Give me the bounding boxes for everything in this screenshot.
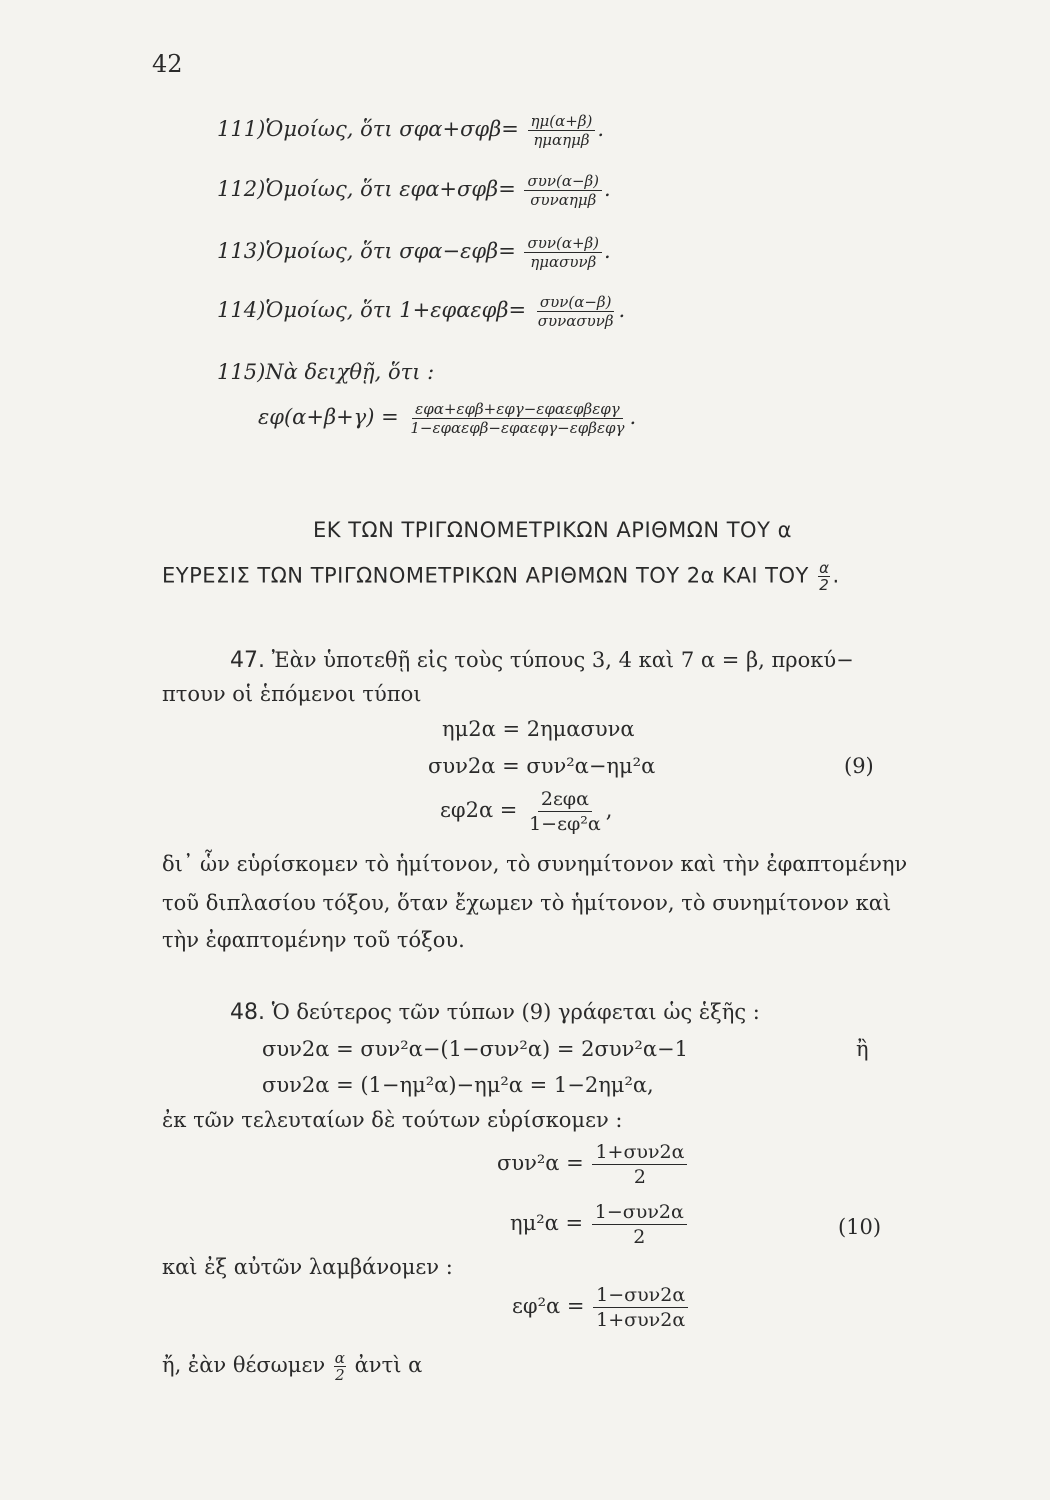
equation-lhs: εφ2α = [440, 798, 518, 822]
fraction [535, 293, 617, 330]
exercise-label: 112) [217, 177, 266, 201]
equation-marker-10: (10) [838, 1215, 882, 1239]
fraction [524, 234, 602, 271]
section-47-line-2: πτουν οἱ ἑπόμενοι τύποι [162, 682, 422, 706]
fraction [407, 400, 627, 437]
numerator: εφα+εφβ+εφγ−εφαεφβεφγ [412, 400, 623, 419]
denominator: 1−εφ²α [529, 813, 601, 835]
equation-cos2a-form-2: συν2α = (1−ημ²α)−ημ²α = 1−2ημ²α, [262, 1073, 654, 1097]
numerator: α [334, 1349, 345, 1367]
section-48-line-3: καὶ ἐξ αὐτῶν λαμβάνομεν : [162, 1255, 453, 1279]
fraction [526, 787, 604, 836]
exercise-label: 114) [217, 298, 266, 322]
section-48-line-1 [230, 1000, 760, 1025]
heading-fraction [818, 560, 830, 593]
exercise-113 [217, 234, 611, 271]
numerator: ημ(α+β) [528, 112, 596, 131]
equation-tan-squared [512, 1283, 690, 1332]
exercise-112 [217, 172, 611, 209]
section-number: 48. [230, 1000, 265, 1025]
numerator: 1+συν2α [592, 1140, 687, 1165]
exercise-text: Ὁμοίως, ὅτι 1+εφαεφβ= [265, 298, 527, 322]
numerator: συν(α−β) [537, 293, 615, 312]
page-number: 42 [152, 50, 183, 78]
fraction [334, 1350, 346, 1383]
equation-lhs: συν²α = [497, 1151, 584, 1175]
paragraph-text: Ὁ δεύτερος τῶν τύπων (9) γράφεται ὡς ἑξῆς : [271, 1000, 760, 1024]
heading-text: ΕΥΡΕΣΙΣ ΤΩΝ ΤΡΙΓΩΝΟΜΕΤΡΙΚΩΝ ΑΡΙΘΜΩΝ ΤΟΥ 2α ΚΑΙ ΤΟΥ [162, 563, 809, 588]
punctuation: . [832, 563, 840, 588]
fraction [592, 1140, 687, 1189]
denominator: ημαημβ [533, 131, 590, 149]
fraction [592, 1200, 687, 1249]
paragraph-text: ἤ, ἐὰν θέσωμεν [162, 1353, 326, 1377]
punctuation: . [604, 177, 611, 201]
paragraph-text: Ἐὰν ὑποτεθῇ εἰς τοὺς τύπους 3, 4 καὶ 7 α = β, προκύ− [271, 648, 854, 672]
equation-tan2a [440, 787, 612, 836]
equation-marker-9: (9) [844, 754, 874, 778]
fraction [593, 1283, 688, 1332]
section-47-line-1 [230, 648, 854, 673]
punctuation: . [629, 405, 637, 429]
section-47-para-1: δι᾿ ὧν εὑρίσκομεν τὸ ἡμίτονον, τὸ συνημίτονον καὶ τὴν ἐφαπτομένην [162, 852, 908, 876]
equation-lhs: ημ²α = [510, 1211, 584, 1235]
section-number: 47. [230, 648, 265, 673]
punctuation: , [605, 798, 613, 822]
denominator: 2 [633, 1226, 646, 1248]
punctuation: . [604, 239, 611, 263]
formula-lhs: εφ(α+β+γ) = [258, 405, 399, 429]
exercise-111 [217, 112, 604, 149]
fraction [524, 172, 602, 209]
section-heading-2 [162, 560, 840, 593]
equation-cos-squared [497, 1140, 689, 1189]
denominator: 1+συν2α [596, 1309, 686, 1331]
exercise-label: 111) [217, 117, 266, 141]
numerator: 1−συν2α [593, 1283, 688, 1308]
exercise-label: 113) [217, 239, 266, 263]
section-heading-1: ΕΚ ΤΩΝ ΤΡΙΓΩΝΟΜΕΤΡΙΚΩΝ ΑΡΙΘΜΩΝ ΤΟΥ α [313, 518, 792, 542]
section-48-line-2: ἐκ τῶν τελευταίων δὲ τούτων εὑρίσκομεν : [162, 1108, 623, 1132]
denominator: συναημβ [530, 191, 597, 209]
formula-115 [258, 400, 636, 437]
fraction [528, 112, 596, 149]
exercise-label: 115) [217, 360, 266, 384]
exercise-114 [217, 293, 625, 330]
equation-sin2a: ημ2α = 2ημασυνα [442, 717, 635, 741]
equation-lhs: εφ²α = [512, 1294, 585, 1318]
punctuation: . [597, 117, 605, 141]
denominator: ημασυνβ [530, 253, 597, 271]
equation-sin-squared [510, 1200, 689, 1249]
equation-cos2a: συν2α = συν²α−ημ²α [428, 754, 656, 778]
denominator: 2 [633, 1166, 646, 1188]
numerator: 2εφα [538, 787, 592, 812]
equation-cos2a-form-1: συν2α = συν²α−(1−συν²α) = 2συν²α−1 [262, 1037, 688, 1061]
denominator: 2 [819, 576, 830, 594]
denominator: 1−εφαεφβ−εφαεφγ−εφβεφγ [410, 419, 625, 437]
exercise-text: Νὰ δειχθῇ, ὅτι : [265, 360, 435, 384]
section-48-last-line [162, 1350, 422, 1383]
section-47-para-2: τοῦ διπλασίου τόξου, ὅταν ἔχωμεν τὸ ἡμίτονον, τὸ συνημίτονον καὶ [162, 891, 892, 915]
numerator: συν(α−β) [524, 172, 602, 191]
numerator: συν(α+β) [524, 234, 602, 253]
exercise-text: Ὁμοίως, ὅτι σφα+σφβ= [265, 117, 519, 141]
punctuation: . [618, 298, 626, 322]
exercise-text: Ὁμοίως, ὅτι εφα+σφβ= [265, 177, 516, 201]
equation-or: ἢ [856, 1037, 869, 1061]
denominator: συνασυνβ [537, 312, 614, 330]
paragraph-text: ἀντὶ α [354, 1353, 423, 1377]
exercise-115 [217, 360, 434, 384]
denominator: 2 [335, 1366, 345, 1384]
section-47-para-3: τὴν ἐφαπτομένην τοῦ τόξου. [162, 928, 465, 952]
numerator: 1−συν2α [592, 1200, 687, 1225]
exercise-text: Ὁμοίως, ὅτι σφα−εφβ= [265, 239, 516, 263]
numerator: α [819, 559, 830, 577]
